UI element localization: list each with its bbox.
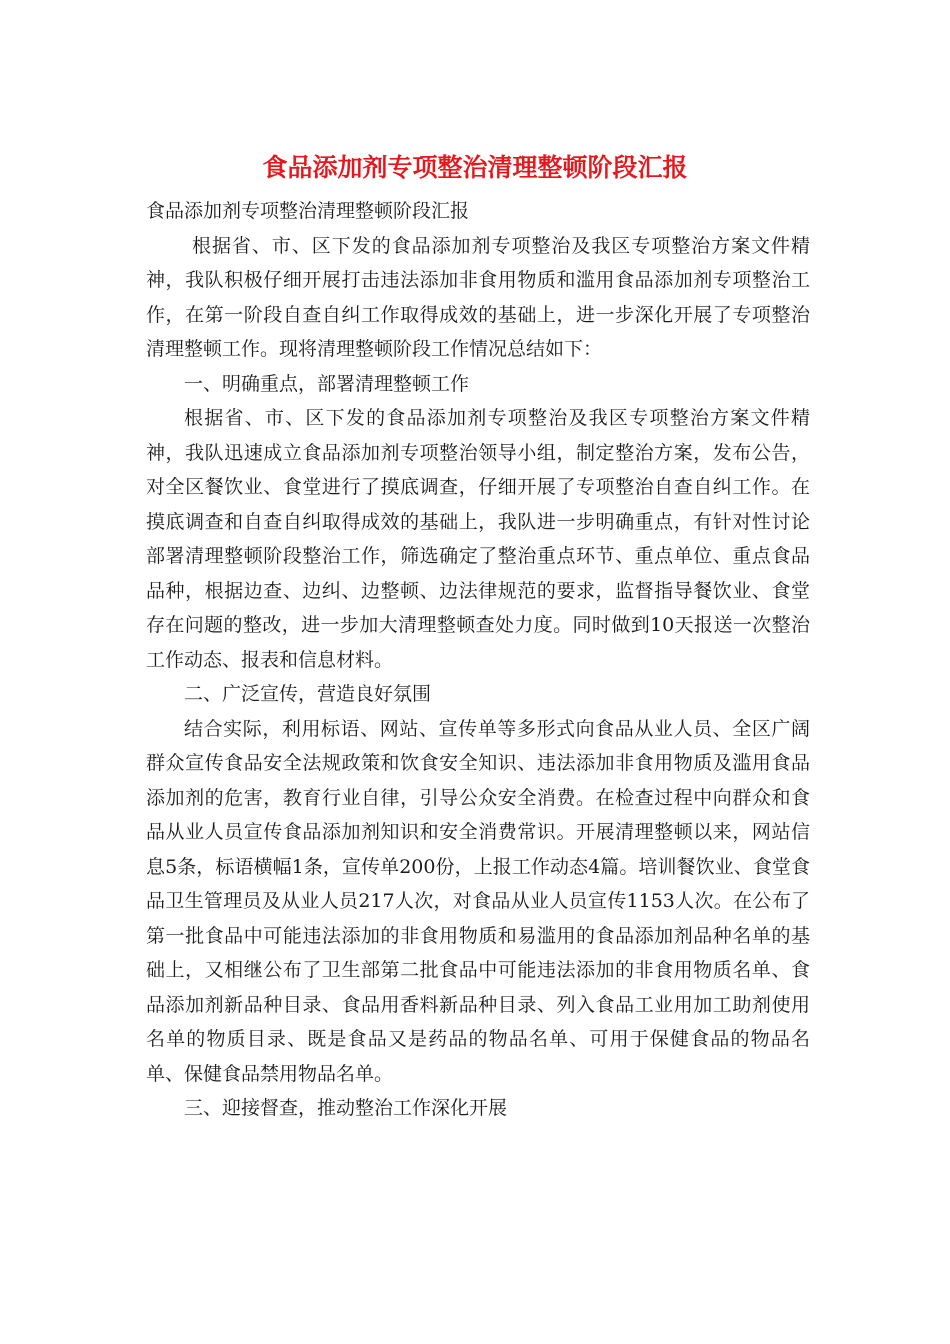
- section-paragraph-1: 根据省、市、区下发的食品添加剂专项整治及我区专项整治方案文件精神，我队迅速成立食品添加剂专项整治领导小组，制定整治方案，发布公告，对全区餐饮业、食堂进行了摸底调查，仔细开展了专项整治自查自纠工作。在摸底调查和自查自纠取得成效的基础上，我队进一步明确重点，有针对性讨论部署清理整顿阶段整治工作，筛选确定了整治重点环节、重点单位、重点食品品种，根据边查、边纠、边整顿、边法律规范的要求，监督指导餐饮业、食堂存在问题的整改，进一步加大清理整顿查处力度。同时做到10天报送一次整治工作动态、报表和信息材料。: [146, 407, 810, 671]
- section-heading-3: 三、迎接督查，推动整治工作深化开展: [184, 1097, 508, 1119]
- document-body: [146, 194, 810, 1126]
- section-heading-2: 二、广泛宣传，营造良好氛围: [184, 683, 432, 705]
- document-title: 食品添加剂专项整治清理整顿阶段汇报: [262, 153, 688, 182]
- subtitle-line: 食品添加剂专项整治清理整顿阶段汇报: [146, 200, 470, 222]
- section-heading-1: 一、明确重点，部署清理整顿工作: [184, 372, 470, 395]
- section-paragraph-2: 结合实际，利用标语、网站、宣传单等多形式向食品从业人员、全区广阔群众宣传食品安全法规政策和饮食安全知识、违法添加非食用物质及滥用食品添加剂的危害，教育行业自律，引导公众安全消费。在检查过程中向群众和食品从业人员宣传食品添加剂知识和安全消费常识。开展清理整顿以来，网站信息5条，标语横幅1条，宣传单200份，上报工作动态4篇。培训餐饮业、食堂食品卫生管理员及从业人员217人次，对食品从业人员宣传1153人次。在公布了第一批食品中可能违法添加的非食用物质和易滥用的食品添加剂品种名单的基础上，又相继公布了卫生部第二批食品中可能违法添加的非食用物质名单、食品添加剂新品种目录、食品用香料新品种目录、列入食品工业用加工助剂使用名单的物质目录、既是食品又是药品的物品名单、可用于保健食品的物品名单、保健食品禁用物品名单。: [146, 717, 810, 1085]
- intro-paragraph: 根据省、市、区下发的食品添加剂专项整治及我区专项整治方案文件精神，我队积极仔细开展打击违法添加非食用物质和滥用食品添加剂专项整治工作，在第一阶段自查自纠工作取得成效的基础上，进一步深化开展了专项整治清理整顿工作。现将清理整顿阶段工作情况总结如下：: [146, 234, 810, 360]
